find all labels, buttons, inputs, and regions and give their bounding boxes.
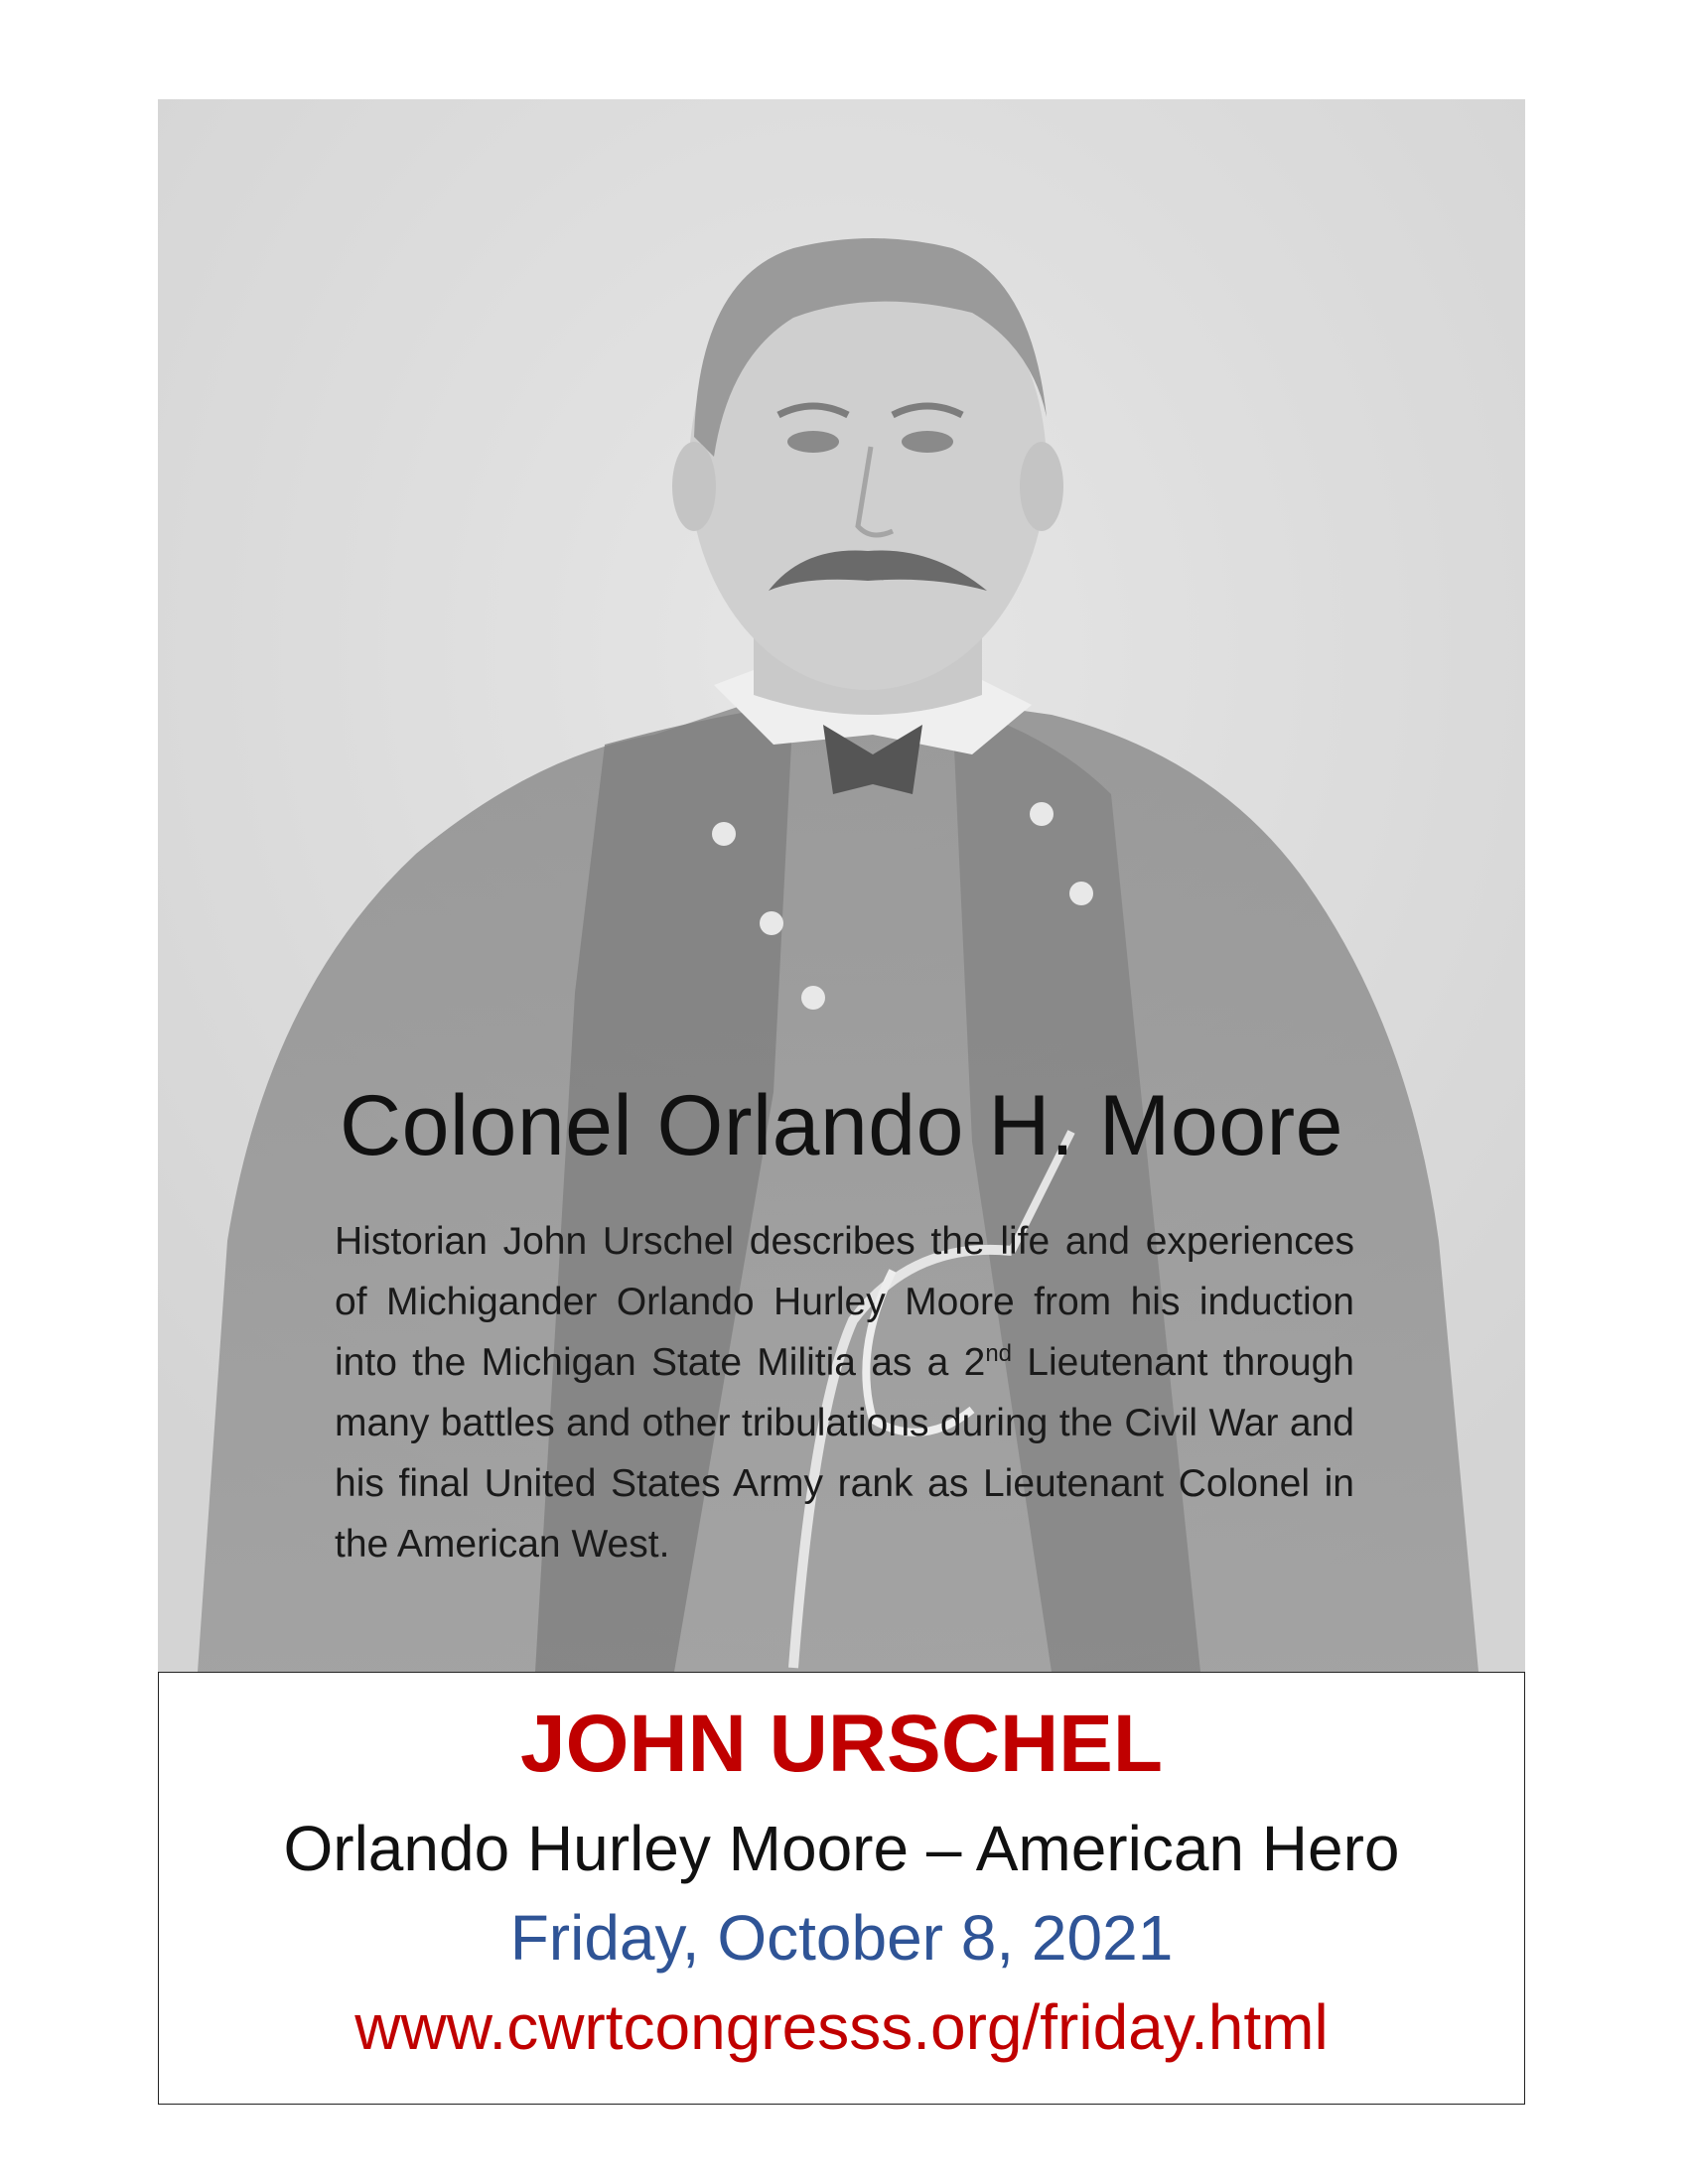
speaker-name: JOHN URSCHEL bbox=[520, 1699, 1163, 1789]
description-text-end: Lieutenant through many battles and other tribulations during the Civil War and his final United States Army rank as Lieutenant Colonel in the American West. bbox=[335, 1341, 1354, 1566]
event-info-box bbox=[158, 1672, 1525, 2105]
talk-title: Orlando Hurley Moore – American Hero bbox=[283, 1813, 1400, 1884]
poster-title: Colonel Orlando H. Moore bbox=[339, 1078, 1344, 1173]
event-date: Friday, October 8, 2021 bbox=[509, 1902, 1174, 1974]
event-url[interactable]: www.cwrtcongresss.org/friday.html bbox=[354, 1991, 1329, 2063]
photo-panel bbox=[158, 99, 1525, 1672]
description-text-start: Historian John Urschel describes the life and experiences of Michigander Orlando Hurley Moore from his induction into the Michigan State Militia as a 2 bbox=[335, 1220, 1354, 1384]
ordinal-suffix: nd bbox=[985, 1340, 1013, 1367]
event-poster bbox=[158, 99, 1525, 2105]
poster-description bbox=[335, 1211, 1354, 1574]
